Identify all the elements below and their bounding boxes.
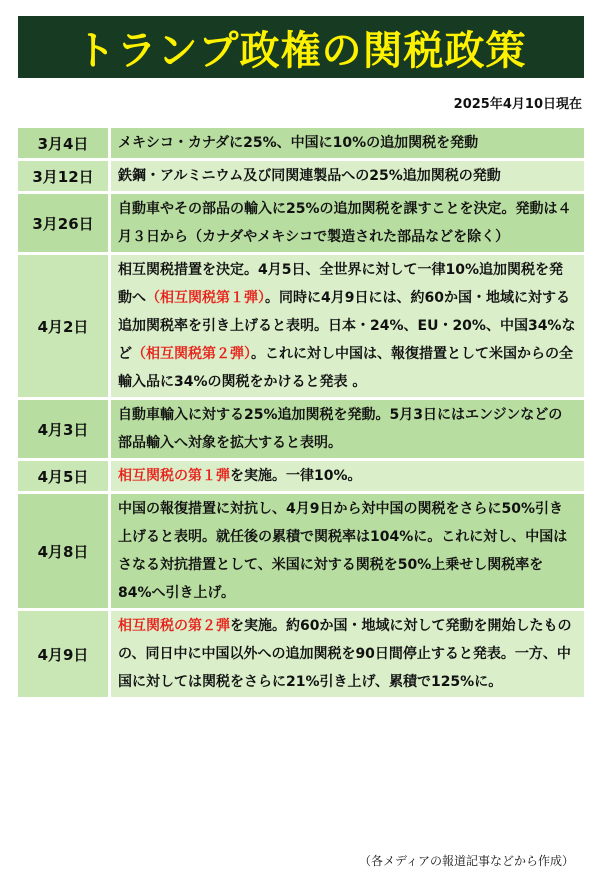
timeline-event (111, 255, 584, 397)
event-text: メキシコ・カナダに25%、中国に10%の追加関税を発動 (118, 135, 479, 151)
timeline-date: 4月3日 (18, 400, 108, 458)
as-of-date: 2025年4月10日現在 (453, 97, 582, 112)
timeline-date: 4月8日 (18, 494, 108, 608)
event-text: 自動車やその部品の輸入に25%の追加関税を課すことを決定。発動は４月３日から（カナダやメキシコで製造された部品などを除く） (118, 201, 572, 245)
timeline-row (18, 461, 584, 491)
event-text: 。これに対し中国は、報復措置として米国からの全輸入品に34%の関税をかけると発表 。 (118, 346, 573, 390)
timeline-event (111, 611, 584, 697)
timeline-row (18, 255, 584, 397)
timeline-event (111, 194, 584, 252)
title-banner (18, 16, 584, 78)
timeline-event (111, 461, 584, 491)
highlight-text: （相互関税第１弾） (146, 290, 265, 306)
timeline-row (18, 400, 584, 458)
event-text: 。同時に4月9日には、約60か国・地域に対する追加関税率を引き上げると表明。日本・24%、EU・20%、中国34%など (118, 290, 576, 362)
event-text: 自動車輸入に対する25%追加関税を発動。5月3日にはエンジンなどの部品輸入へ対象を拡大すると表明。 (118, 407, 563, 451)
timeline-date: 3月12日 (18, 161, 108, 191)
timeline-date: 3月4日 (18, 128, 108, 158)
timeline-row (18, 494, 584, 608)
event-text: 中国の報復措置に対抗し、4月9日から対中国の関税をさらに50%引き上げると表明。就任後の累積で関税率は104%に。これに対し、中国はさなる対抗措置として、米国に対する関税を50%上乗せし関税率を84%へ引き上げ。 (118, 501, 568, 601)
timeline-date: 3月26日 (18, 194, 108, 252)
timeline-row (18, 161, 584, 191)
timeline-row (18, 611, 584, 697)
timeline-date: 4月9日 (18, 611, 108, 697)
timeline-event (111, 400, 584, 458)
timeline-event (111, 161, 584, 191)
timeline-event (111, 128, 584, 158)
timeline-row (18, 194, 584, 252)
highlight-text: 相互関税の第２弾 (118, 618, 230, 634)
timeline-date: 4月2日 (18, 255, 108, 397)
event-text: を実施。約60か国・地域に対して発動を開始したものの、同日中に中国以外への追加関税を90日間停止すると発表。一方、中国に対しては関税をさらに21%引き上げ、累積で125%に。 (118, 618, 572, 690)
timeline-table (18, 128, 584, 700)
highlight-text: （相互関税第２弾） (132, 346, 251, 362)
highlight-text: 相互関税の第１弾 (118, 468, 230, 484)
timeline-event (111, 494, 584, 608)
timeline-row (18, 128, 584, 158)
event-text: 相互関税措置を決定。4月5日、全世界に対して一律10%追加関税を発動へ (118, 262, 563, 306)
event-text: 鉄鋼・アルミニウム及び同関連製品への25%追加関税の発動 (118, 168, 501, 184)
source-note: （各メディアの報道記事などから作成） (358, 854, 574, 868)
page-title: トランプ政権の関税政策 (75, 27, 527, 74)
event-text: を実施。一律10%。 (230, 468, 362, 484)
timeline-date: 4月5日 (18, 461, 108, 491)
